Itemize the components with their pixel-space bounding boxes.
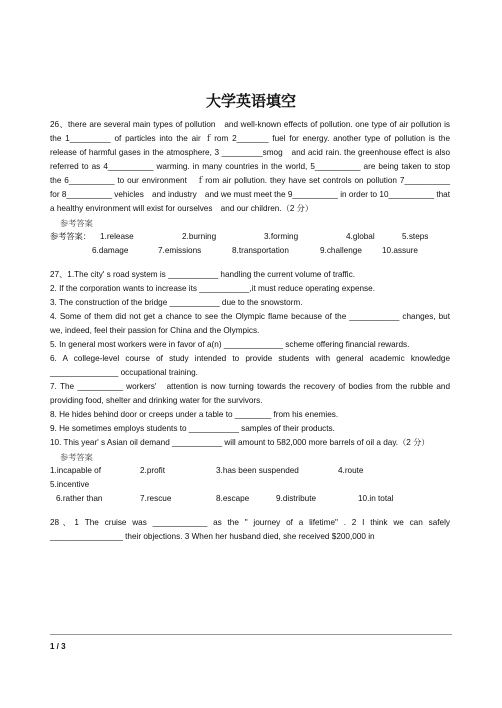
question-27-item: 4. Some of them did not get a chance to see the Olympic flame because of the ___________ changes, but we, indeed, feel their passion for China and the Olympics. — [50, 312, 450, 335]
answer-item: 4.global — [346, 232, 375, 241]
answer-item: 8.transportation — [232, 246, 289, 255]
question-27-item: 9. He sometimes employs students to ___________ samples of their products. — [50, 424, 335, 433]
question-27-item: 2. If the corporation wants to increase its ___________,it must reduce operating expense. — [50, 284, 375, 293]
question-27-item: 10. This year' s Asian oil demand ___________ will amount to 582,000 more barrels of oil a day.（2 分） — [50, 438, 430, 447]
answer-row — [50, 492, 450, 506]
answer-item: 5.steps — [402, 232, 429, 241]
answer-item: 3.forming — [264, 232, 299, 241]
question-27-item: 6. A college-level course of study intended to provide students with general academic knowledge _______________ occupational training. — [50, 354, 450, 377]
answer-item: 1.release — [100, 232, 134, 241]
answer-item: 3.has been suspended — [216, 466, 299, 475]
document-body — [50, 118, 450, 544]
answer-item: 6.damage — [92, 246, 129, 255]
answer-row — [50, 478, 450, 492]
answer-item: 7.rescue — [140, 494, 172, 503]
question-27-item: 3. The construction of the bridge ___________ due to the snowstorm. — [50, 298, 303, 307]
page-number: 1 / 3 — [50, 642, 66, 651]
answer-item: 5.incentive — [50, 480, 90, 489]
answer-item: 7.emissions — [158, 246, 202, 255]
answer-item: 2.profit — [140, 466, 166, 475]
answer-item: 1.incapable of — [50, 466, 101, 475]
question-26-text: 26、there are several main types of pollution and well-known effects of pollution. one type of air pollution is the 1_________ of particles into the air ｆrom 2_______ fuel for energy. another type of pollution is the release of harmful gases in the atmosphere, 3 _________smog and acid rain. the greenhouse effect is also referred to as 4__________ warming. in many countries in the world, 5__________ are being taken to stop the 6__________ to our environment ｆrom air pollution. they have set controls on pollution 7__________ for 8__________ vehicles and industry and we must meet the 9__________ in order to 10__________ that a healthy environment will exist for ourselves and our children.（2 分） — [50, 120, 450, 213]
question-27-item: 7. The __________ workers' attention is now turning towards the recovery of bodies from the rubble and providing food, shelter and drinking water for the survivors. — [50, 382, 450, 405]
question-28-text: 28、1 The cruise was ____________ as the " journey of a lifetime" . 2 I think we can safely ________________ their objections. 3 When her husband died, she received $200,000 in — [50, 518, 450, 541]
answer-item: 9.challenge — [320, 246, 362, 255]
answer-item: 10.in total — [358, 494, 394, 503]
question-27-item: 5. In general most workers were in favor of a(n) _____________ scheme offering financial rewards. — [50, 340, 410, 349]
answer-item: 8.escape — [216, 494, 250, 503]
answer-row — [50, 464, 450, 478]
page-title: 大学英语填空 — [205, 92, 296, 110]
answer-row — [50, 230, 450, 244]
question-27-item: 27、1.The city' s road system is ___________ handling the current volume of traffic. — [50, 270, 355, 279]
answer-heading: 参考答案 — [60, 452, 93, 462]
question-27-item: 8. He hides behind door or creeps under a table to ________ from his enemies. — [50, 410, 339, 419]
answer-row — [50, 244, 450, 258]
answer-item: 9.distribute — [276, 494, 317, 503]
answer-item: 4.route — [338, 466, 364, 475]
answer-label: 参考答案： — [50, 232, 91, 241]
answer-item: 10.assure — [382, 246, 418, 255]
answer-heading: 参考答案 — [60, 218, 93, 228]
footer-divider — [50, 634, 452, 635]
answer-item: 6.rather than — [56, 494, 103, 503]
answer-item: 2.burning — [182, 232, 217, 241]
